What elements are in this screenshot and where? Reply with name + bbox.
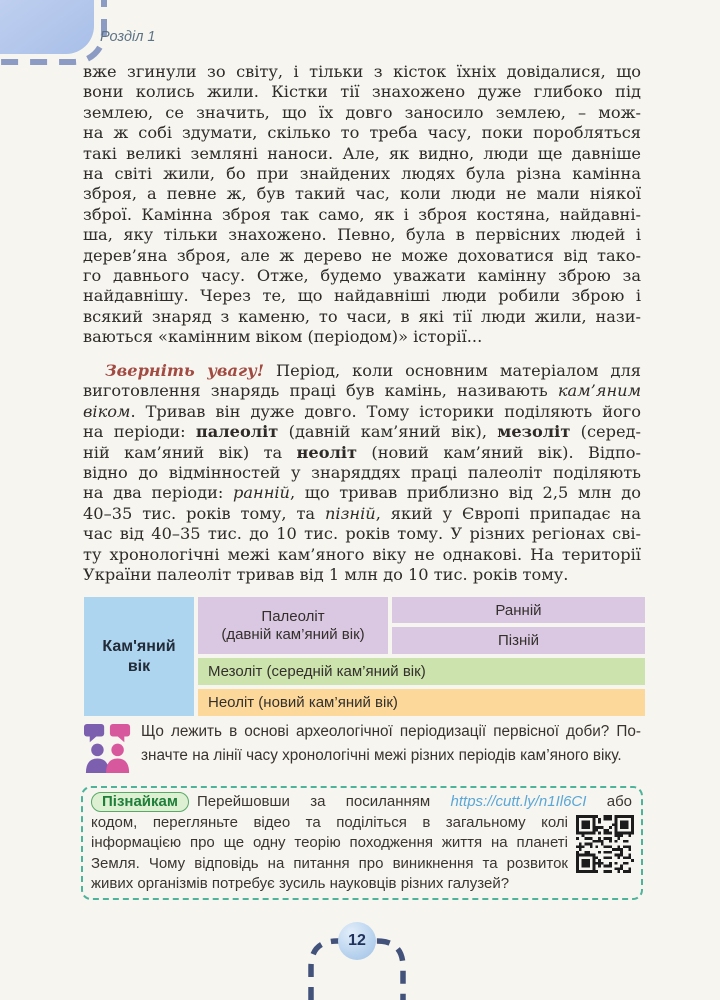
text-segment: ранній <box>233 483 290 503</box>
info-box-text <box>91 792 632 895</box>
table-cell-text: вік <box>127 657 151 675</box>
text-line <box>83 361 641 381</box>
text-segment: на два періоди: <box>83 483 234 503</box>
stone-age-table <box>84 597 645 716</box>
info-box <box>81 786 643 900</box>
page-number: 12 <box>348 932 366 949</box>
text-segment: (давній кам’яний вік), <box>278 422 498 442</box>
text-line: найдавнішу. Через те, що найдавніші люди робили зброю і <box>83 286 641 306</box>
text-line: значте на лінії часу хронологічні межі різних періодів кам’яного віку. <box>141 746 622 764</box>
text-line: на світі жили, бо при знайдених людях була різна камінна <box>83 163 641 183</box>
discussion-icon <box>84 722 132 774</box>
text-line: го давнього часу. Отже, будемо уважати камінну зброю за <box>83 265 641 285</box>
text-line: Земля. Чому відповідь на питання про виникнення та розвиток <box>91 854 568 872</box>
text-line: вже згинули зо світу, і тільки з кісток їхніх довідалися, що <box>83 62 641 81</box>
text-segment: (новий кам’яний вік). Відпо- <box>357 442 641 462</box>
text-line: Що лежить в основі археологічної періодизації первісної доби? По- <box>141 723 641 740</box>
table-cell-late: Пізній <box>392 627 645 654</box>
text-line: ваються «камінним віком (періодом)» історії... <box>83 327 483 347</box>
text-line: на ж собі здумати, скілько то треба часу, поки поробляться <box>83 123 641 143</box>
text-line: інформацією про ще одну теорію походження життя на планеті <box>91 834 568 852</box>
notice-paragraph <box>83 361 641 585</box>
body-paragraph <box>83 62 641 347</box>
text-line: вони колись жили. Кістки тії знахожено дуже глибоко під <box>83 82 641 102</box>
table-cell-neolithic: Неоліт (новий кам’яний вік) <box>198 689 645 716</box>
text-line: час від 40–35 тис. до 10 тис. років тому. У різних регіонах сві- <box>83 524 641 544</box>
table-cell-text: Кам'яний <box>102 637 176 655</box>
chapter-label: Розділ 1 <box>100 29 156 45</box>
external-link[interactable]: https://cutt.ly/n1Il6CI <box>450 793 587 810</box>
text-line: ту хронологічні межі кам’яного віку не однакові. На території <box>83 544 641 564</box>
text-line <box>83 504 641 524</box>
info-box-label: Пізнайкам <box>91 792 189 812</box>
text-segment: ній кам’яний вік) та <box>83 442 297 462</box>
page-number-badge <box>338 922 376 960</box>
text-line: живих організмів потребує зусиль науковців різних галузей? <box>91 875 510 893</box>
text-line: землею, се значить, що їх довго заносило землею, – мож- <box>83 102 641 122</box>
text-line: такі великі земляні наноси. Але, як видно, люди ще давніше <box>83 143 641 163</box>
text-line <box>83 483 641 503</box>
text-line: кодом, перегляньте відео та поділіться в загальному колі <box>91 813 568 831</box>
table-cell-text: (давній кам’яний вік) <box>221 625 365 643</box>
table-cell-text: Палеоліт <box>261 607 325 625</box>
text-line <box>83 381 641 401</box>
text-line: зброї. Камінна зброя так само, як і зброя костяна, найдавні- <box>83 204 641 224</box>
text-line: ша, яку тільки знахожено. Певно, була в первісних людей і <box>83 225 641 245</box>
text-segment: 40–35 тис. років тому, та <box>83 503 325 523</box>
text-line: відно до відмінностей у знаряддях праці палеоліт поділяють <box>83 462 641 482</box>
notice-lead: Зверніть увагу! <box>105 361 264 380</box>
text-line: України палеоліт тривав від 1 млн до 10 тис. років тому. <box>83 564 569 584</box>
text-segment: кам’яним <box>557 381 641 401</box>
text-line: всякий знаряд з каменю, то часи, в які тії люди жили, нази- <box>83 306 641 326</box>
qr-code <box>576 815 634 873</box>
question-text <box>141 720 641 767</box>
table-cell-early: Ранній <box>392 597 645 623</box>
text-segment: пізній <box>324 503 376 523</box>
text-segment: на періоди: <box>83 422 196 442</box>
text-segment: Період, коли основним матеріалом для <box>263 361 641 380</box>
text-line: дерев’яна зброя, але ж дерево не може доховатися від тако- <box>83 245 641 265</box>
text-segment: віком <box>83 401 131 421</box>
text-segment: неоліт <box>296 442 358 462</box>
table-cell-paleolithic <box>198 597 388 654</box>
text-line <box>91 792 632 813</box>
text-line <box>83 443 641 463</box>
text-segment: виготовлення знарядь праці був камінь, називають <box>83 381 558 401</box>
table-cell-mesolithic: Мезоліт (середній кам’яний вік) <box>198 658 645 685</box>
text-segment: або <box>586 793 633 810</box>
text-segment: Перейшовши за посиланням <box>196 793 451 810</box>
text-segment: палеоліт <box>195 422 279 442</box>
text-segment: , який у Європі припадає на <box>375 503 641 523</box>
text-line <box>83 422 641 442</box>
text-line: зброя, а певне ж, був такий час, коли люди не мали ніякої <box>83 184 641 204</box>
table-cell-stone-age <box>84 597 194 716</box>
text-line <box>83 402 641 422</box>
text-segment: мезоліт <box>497 422 571 442</box>
text-segment: . Тривав він дуже довго. Тому історики поділяють його <box>130 401 641 421</box>
text-segment: (серед- <box>570 422 641 442</box>
question-block <box>84 720 641 767</box>
text-segment: , що тривав приблизно від 2,5 млн до <box>289 483 641 503</box>
